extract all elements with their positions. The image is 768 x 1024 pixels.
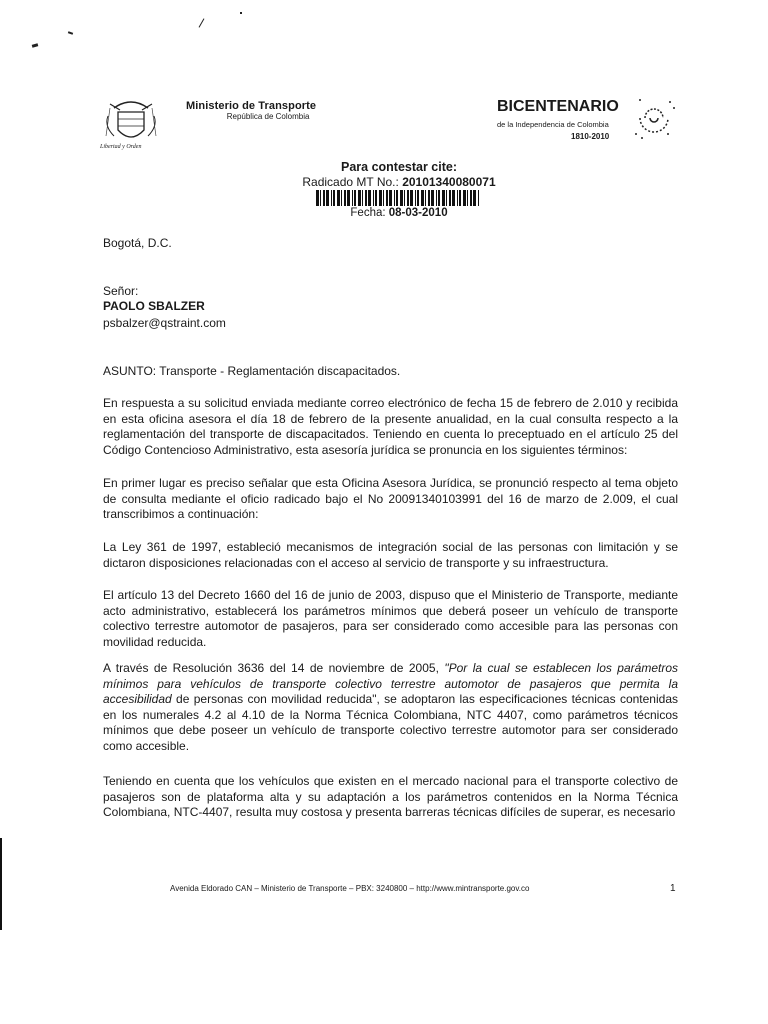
barcode-bar <box>386 190 388 206</box>
radicado-number-line <box>284 175 514 189</box>
scan-edge-mark <box>0 838 2 930</box>
barcode-bar <box>375 190 377 206</box>
barcode-bar <box>358 190 361 206</box>
barcode-bar <box>438 190 440 206</box>
barcode-bar <box>470 190 472 206</box>
barcode-bar <box>347 190 350 206</box>
barcode-bar <box>407 190 409 206</box>
recipient-email: psbalzer@qstraint.com <box>103 316 226 330</box>
body-paragraph: En primer lugar es preciso señalar que esta Oficina Asesora Jurídica, se pronunció respecto al tema objeto de consulta mediante el oficio radicado bajo el No 20091340103991 del 16 de marzo de 2.009, el cual transcribimos a continuación: <box>103 476 678 521</box>
barcode-bar <box>404 190 405 206</box>
barcode-bar <box>457 190 458 206</box>
barcode-bar <box>421 190 424 206</box>
body-paragraph: En respuesta a su solicitud enviada mediante correo electrónico de fecha 15 de febrero de 2.010 y recibida en esta oficina asesora el día 18 de febrero de la presente anualidad, en la cual consulta respecto a la reglamentación del transporte de discapacitados. Teniendo en cuenta lo preceptuado en el artículo 25 del Código Contencioso Administrativo, esta asesoría jurídica se pronuncia en los siguientes términos: <box>103 396 678 457</box>
bicentenario-title: BICENTENARIO <box>497 98 619 115</box>
salutation: Señor: <box>103 284 139 298</box>
body-paragraph: El artículo 13 del Decreto 1660 del 16 de junio de 2003, dispuso que el Ministerio de Transporte, mediante acto administrativo, establecerá los parámetros mínimos que deberá poseer un vehículo de transporte colectivo terrestre automotor de pasajeros, para ser considerado como accesible para las personas con movilidad reducida. <box>103 588 678 649</box>
barcode-bar <box>316 190 319 206</box>
barcode-bar <box>425 190 426 206</box>
coat-motto: Libertad y Orden <box>100 144 142 150</box>
scan-speck <box>32 43 39 47</box>
radicado-heading: Para contestar cite: <box>340 160 458 174</box>
scan-speck <box>240 12 242 14</box>
barcode-bar <box>417 190 419 206</box>
ministry-name: Ministerio de Transporte <box>186 100 317 112</box>
barcode-bar <box>389 190 392 206</box>
barcode-bar <box>449 190 451 206</box>
scan-speck <box>68 31 73 35</box>
bicentenario-swirl-logo <box>630 94 678 142</box>
barcode-bar <box>341 190 342 206</box>
coat-of-arms-logo <box>100 96 162 158</box>
body-paragraph: Teniendo en cuenta que los vehículos que existen en el mercado nacional para el transporte colectivo de pasajeros son de plataforma alta y su adaptación a los parámetros contenidos en la Norma Técnica Colombiana, NTC-4407, resulta muy costosa y presenta barreras técnicas difíciles de superar, es necesario <box>103 774 678 819</box>
subject-line: ASUNTO: Transporte - Reglamentación discapacitados. <box>103 364 401 378</box>
barcode-bar <box>368 190 371 206</box>
fecha-value: 08-03-2010 <box>388 207 448 219</box>
ministry-country: República de Colombia <box>226 112 310 121</box>
p5-resolution-title: "Por la cual se establecen los parámetros mínimos para vehículos de transporte colectivo terrestre automotor de pasajeros que permita la accesibilidad <box>103 661 678 706</box>
bicentenario-subtitle: de la Independencia de Colombia <box>497 120 609 129</box>
city-line: Bogotá, D.C. <box>103 236 172 250</box>
barcode-bar <box>478 190 479 206</box>
barcode-bar <box>446 190 447 206</box>
body-paragraph-resolution <box>103 661 678 754</box>
p5-end: de personas con movilidad reducida", se adoptaron las especificaciones técnicas contenidas en los numerales 4.2 al 4.10 de la Norma Técnica Colombiana, NTC 4407, como parámetros técnicos mínimos que debe poseer un vehículo de transporte colectivo terrestre automotor para ser considerado como accesible. <box>103 692 678 753</box>
radicado-date-line <box>284 207 514 219</box>
p5-start: A través de Resolución 3636 del 14 de noviembre de 2005, <box>103 661 445 675</box>
barcode-bar <box>473 190 476 206</box>
barcode-bar <box>344 190 346 206</box>
radicado-number: 20101340080071 <box>402 175 496 189</box>
barcode <box>314 190 484 206</box>
barcode-bar <box>354 190 356 206</box>
barcode-bar <box>459 190 461 206</box>
barcode-bar <box>463 190 466 206</box>
barcode-bar <box>362 190 363 206</box>
barcode-bar <box>442 190 445 206</box>
page-number: 1 <box>670 883 676 894</box>
fecha-label: Fecha: <box>350 207 389 219</box>
barcode-bar <box>333 190 335 206</box>
barcode-bar <box>337 190 340 206</box>
barcode-bar <box>396 190 398 206</box>
radicado-label: Radicado MT No.: <box>302 175 403 189</box>
radicado-block <box>284 160 514 219</box>
barcode-bar <box>436 190 437 206</box>
barcode-bar <box>326 190 329 206</box>
body-paragraph: La Ley 361 de 1997, estableció mecanismos de integración social de las personas con limitación y se dictaron disposiciones relacionadas con el acceso al servicio de transporte y su infraestructura. <box>103 540 678 570</box>
barcode-bar <box>428 190 430 206</box>
barcode-bar <box>373 190 374 206</box>
barcode-bar <box>383 190 384 206</box>
barcode-bar <box>400 190 403 206</box>
barcode-bar <box>379 190 382 206</box>
barcode-bar <box>467 190 468 206</box>
ministry-header <box>186 100 316 121</box>
barcode-bar <box>365 190 367 206</box>
bicentenario-years: 1810-2010 <box>571 132 610 141</box>
barcode-bar <box>352 190 353 206</box>
barcode-bar <box>394 190 395 206</box>
barcode-bar <box>320 190 321 206</box>
barcode-bar <box>431 190 434 206</box>
barcode-bar <box>415 190 416 206</box>
recipient-name: PAOLO SBALZER <box>103 299 205 313</box>
scan-speck <box>199 18 205 27</box>
barcode-bar <box>331 190 332 206</box>
footer-address: Avenida Eldorado CAN – Ministerio de Transporte – PBX: 3240800 – http://www.mintransporte.gov.co <box>170 884 530 893</box>
barcode-bar <box>452 190 455 206</box>
barcode-bar <box>410 190 413 206</box>
barcode-bar <box>323 190 325 206</box>
